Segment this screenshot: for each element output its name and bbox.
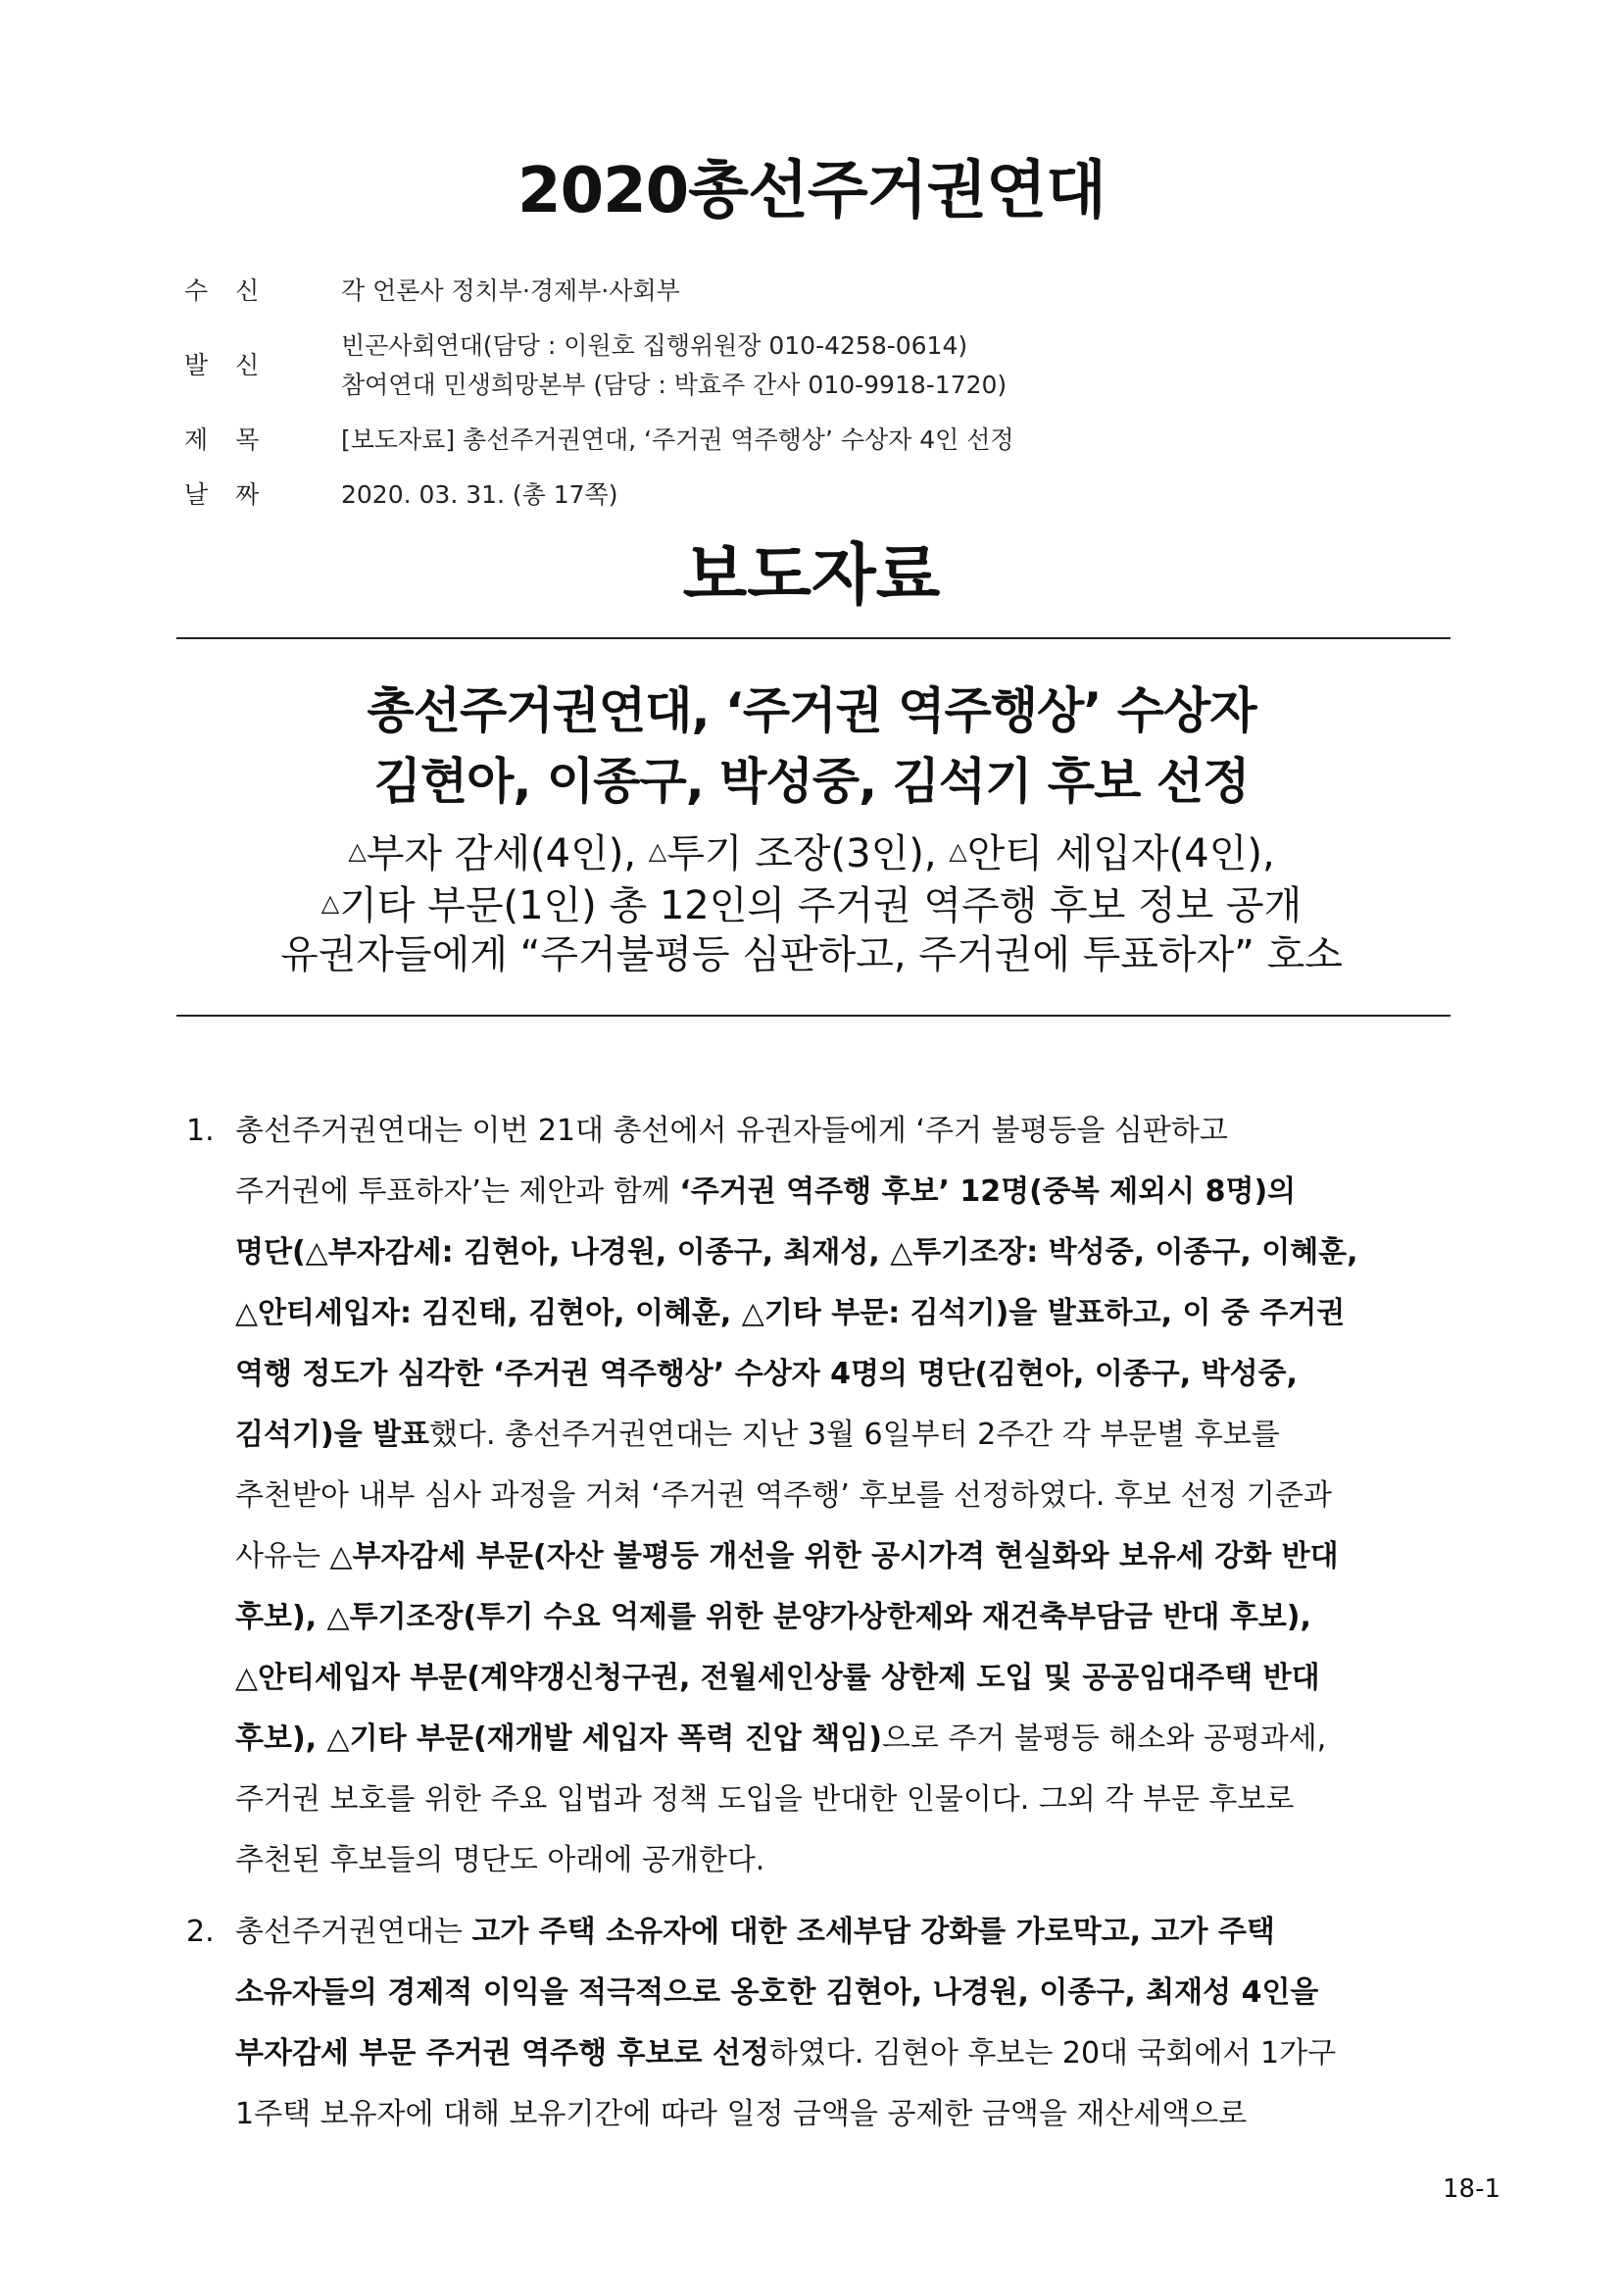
bold-text-segment: ‘주거권 역주행 후보’ 12명(중복 제외시 8명)의 <box>679 1174 1297 1209</box>
divider-bottom <box>176 1015 1451 1017</box>
meta-value: 빈곤사회연대(담당 : 이원호 집행위원장 010-4258-0614) <box>341 331 968 360</box>
headline-line-1: 총선주거권연대, ‘주거권 역주행상’ 수상자 <box>367 682 1256 739</box>
paragraph-line <box>235 1526 1339 1587</box>
meta-label: 발신 <box>184 351 287 379</box>
triangle-icon: △ <box>949 837 967 865</box>
meta-value: 참여연대 민생희망본부 (담당 : 박효주 간사 010-9918-1720) <box>341 371 1008 399</box>
text-segment: 추천받아 내부 심사 과정을 거쳐 ‘주거권 역주행’ 후보를 선정하였다. 후보 선정 기준과 <box>235 1478 1332 1513</box>
paragraph-line <box>235 1648 1320 1709</box>
meta-value: 2020. 03. 31. (총 17쪽) <box>341 480 618 509</box>
bold-text-segment: 소유자들의 경제적 이익을 적극적으로 옹호한 김현아, 나경원, 이종구, 최재성 4인을 <box>235 1975 1319 2010</box>
paragraph-number: 1. <box>186 1114 215 1148</box>
paragraph-line <box>235 1101 1228 1162</box>
bold-text-segment: 김석기)을 발표 <box>235 1418 430 1452</box>
meta-value: [보도자료] 총선주거권연대, ‘주거권 역주행상’ 수상자 4인 선정 <box>341 425 1014 454</box>
paragraph-line <box>235 1466 1332 1526</box>
text-segment: 주거권 보호를 위한 주요 입법과 정책 도입을 반대한 인물이다. 그외 각 부문 후보로 <box>235 1782 1295 1817</box>
paragraph-line <box>235 1223 1358 1283</box>
bold-text-segment: 후보), △투기조장(투기 수요 억제를 위한 분양가상한제와 재건축부담금 반대 후보), <box>235 1600 1311 1634</box>
press-release-title: 보도자료 <box>682 537 941 615</box>
text-segment: 총선주거권연대는 이번 21대 총선에서 유권자들에게 ‘주거 불평등을 심판하고 <box>235 1114 1228 1148</box>
headline-line-2: 김현아, 이종구, 박성중, 김석기 후보 선정 <box>373 753 1250 810</box>
triangle-icon: △ <box>348 837 367 865</box>
organization-title: 2020총선주거권연대 <box>517 155 1106 227</box>
paragraph-line <box>235 1587 1311 1648</box>
paragraph-line <box>235 1344 1298 1405</box>
text-segment: 주거권에 투표하자’는 제안과 함께 <box>235 1174 680 1209</box>
meta-label: 수신 <box>184 276 287 305</box>
subheadline-line-1 <box>0 825 1623 879</box>
bold-text-segment: △안티세입자 부문(계약갱신청구권, 전월세인상률 상한제 도입 및 공공임대주택 반대 <box>235 1661 1320 1695</box>
meta-value: 각 언론사 정치부·경제부·사회부 <box>341 276 680 305</box>
triangle-icon: △ <box>648 837 667 865</box>
sub-item: 부자 감세(4인), <box>366 831 649 876</box>
paragraph-line <box>235 1902 1275 1963</box>
paragraph-line <box>235 1830 764 1891</box>
paragraph-line <box>235 1963 1318 2023</box>
bold-text-segment: △부자감세 부문(자산 불평등 개선을 위한 공시가격 현실화와 보유세 강화 반대 <box>329 1539 1339 1573</box>
meta-label: 제목 <box>184 425 287 454</box>
triangle-icon: △ <box>320 889 340 917</box>
bold-text-segment: 고가 주택 소유자에 대한 조세부담 강화를 가로막고, 고가 주택 <box>471 1915 1275 1949</box>
paragraph-line <box>235 1770 1294 1830</box>
text-segment: 했다. 총선주거권연대는 지난 3월 6일부터 2주간 각 부문별 후보를 <box>429 1418 1280 1452</box>
divider-top <box>176 637 1451 639</box>
meta-label: 날짜 <box>184 480 287 509</box>
bold-text-segment: △안티세입자: 김진태, 김현아, 이혜훈, △기타 부문: 김석기)을 발표하고, 이 중 주거권 <box>235 1296 1346 1330</box>
paragraph-line <box>235 2023 1336 2084</box>
sub-item: 안티 세입자(4인), <box>966 831 1275 876</box>
page-number: 18-1 <box>1442 2174 1500 2204</box>
text-segment: 1주택 보유자에 대해 보유기간에 따라 일정 금액을 공제한 금액을 재산세액으로 <box>235 2097 1248 2131</box>
text-segment: 총선주거권연대는 <box>235 1915 472 1949</box>
bold-text-segment: 명단(△부자감세: 김현아, 나경원, 이종구, 최재성, △투기조장: 박성중, 이종구, 이혜훈, <box>235 1235 1358 1270</box>
paragraph-line <box>235 1709 1326 1770</box>
paragraph-number: 2. <box>186 1915 215 1949</box>
paragraph-line <box>235 1405 1280 1466</box>
bold-text-segment: 역행 정도가 심각한 ‘주거권 역주행상’ 수상자 4명의 명단(김현아, 이종구, 박성중, <box>235 1357 1298 1391</box>
sub-item: 기타 부문(1인) 총 12인의 주거권 역주행 후보 정보 공개 <box>339 883 1303 928</box>
text-segment: 사유는 <box>235 1539 330 1573</box>
bold-text-segment: 후보), △기타 부문(재개발 세입자 폭력 진압 책임) <box>235 1722 882 1756</box>
text-segment: 추천된 후보들의 명단도 아래에 공개한다. <box>235 1843 765 1877</box>
paragraph-line <box>235 1162 1296 1223</box>
text-segment: 으로 주거 불평등 해소와 공평과세, <box>881 1722 1327 1756</box>
subheadline-line-3: 유권자들에게 “주거불평등 심판하고, 주거권에 투표하자” 호소 <box>280 932 1343 977</box>
subheadline-line-2 <box>0 877 1623 931</box>
paragraph-line <box>235 2084 1247 2145</box>
text-segment: 하였다. 김현아 후보는 20대 국회에서 1가구 <box>768 2036 1337 2071</box>
paragraph-line <box>235 1283 1345 1344</box>
bold-text-segment: 부자감세 부문 주거권 역주행 후보로 선정 <box>235 2036 769 2071</box>
sub-item: 투기 조장(3인), <box>666 831 950 876</box>
